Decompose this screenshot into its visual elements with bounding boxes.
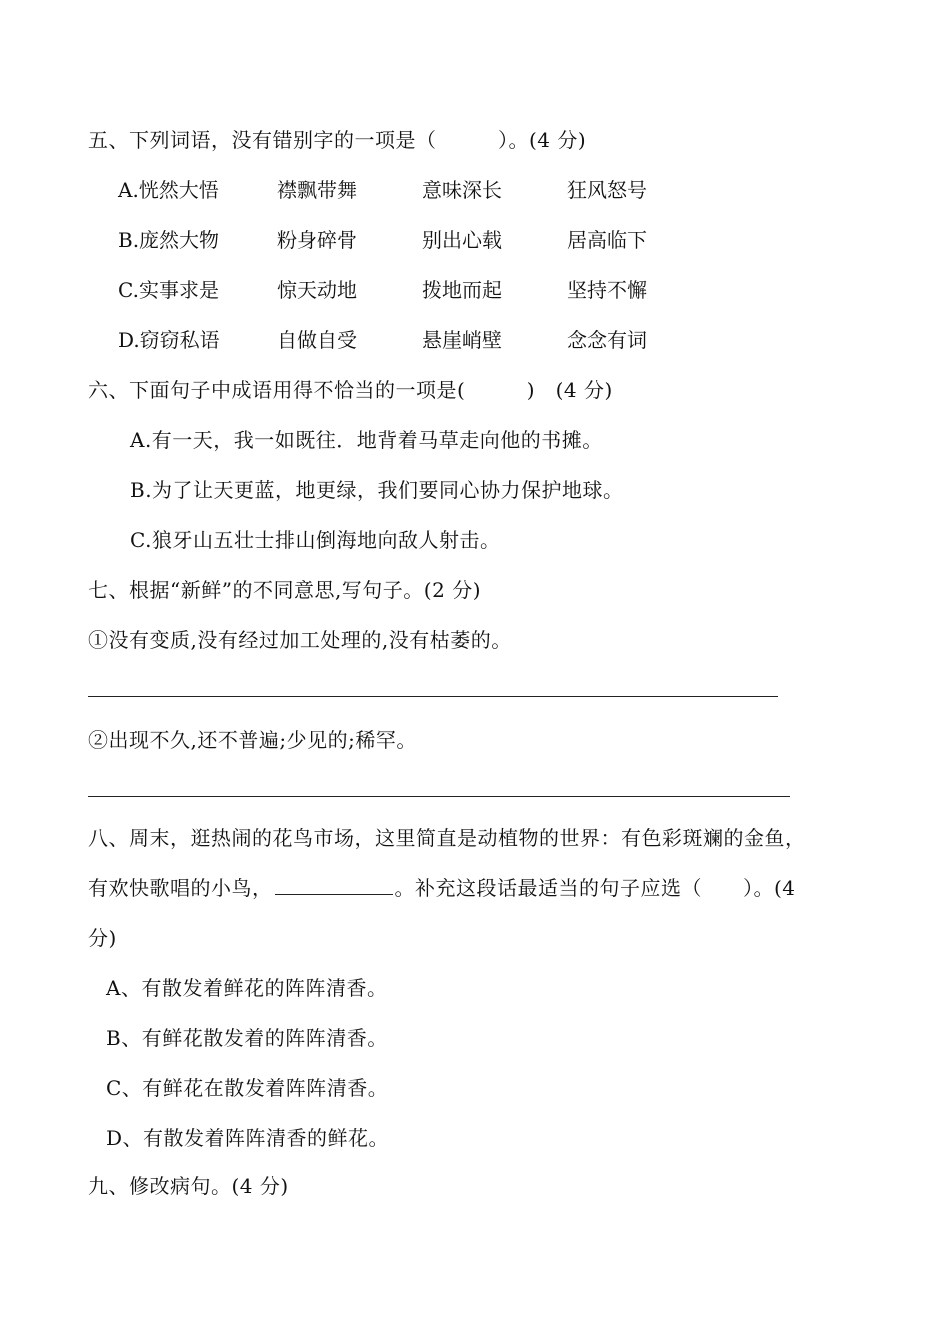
q5-c-word-1: C.实事求是 (118, 278, 219, 302)
q7-item-2: ②出现不久,还不普遍;少见的;稀罕。 (88, 728, 417, 752)
q5-b-word-3: 别出心载 (422, 228, 502, 252)
q8-fill-blank[interactable] (275, 874, 393, 895)
q5-a-word-3: 意味深长 (422, 178, 502, 202)
q8-option-d: D、有散发着阵阵清香的鲜花。 (106, 1126, 390, 1150)
q6-title: 六、下面句子中成语用得不恰当的一项是( ) (4 分) (88, 378, 613, 402)
q5-b-word-4: 居高临下 (567, 228, 647, 252)
q5-d-word-1: D.窃窃私语 (118, 328, 220, 352)
q5-d-word-3: 悬崖峭壁 (422, 328, 502, 352)
q5-d-word-4: 念念有词 (567, 328, 647, 352)
q8-line-1: 八、周末，逛热闹的花鸟市场，这里简直是动植物的世界：有色彩斑斓的金鱼， (88, 826, 806, 850)
q5-b-word-2: 粉身碎骨 (277, 228, 357, 252)
q5-a-word-1: A.恍然大悟 (118, 178, 219, 202)
q7-answer-line-1[interactable] (88, 696, 778, 697)
q6-option-c: C.狼牙山五壮士排山倒海地向敌人射击。 (130, 528, 501, 552)
q7-answer-line-2[interactable] (88, 796, 790, 797)
q5-b-word-1: B.庞然大物 (118, 228, 220, 252)
q7-item-1: ①没有变质,没有经过加工处理的,没有枯萎的。 (88, 628, 512, 652)
q5-a-word-4: 狂风怒号 (567, 178, 647, 202)
q5-c-word-2: 惊天动地 (277, 278, 357, 302)
q6-option-b: B.为了让天更蓝，地更绿，我们要同心协力保护地球。 (130, 478, 624, 502)
q8-option-c: C、有鲜花在散发着阵阵清香。 (106, 1076, 389, 1100)
q7-title: 七、根据“新鲜”的不同意思,写句子。(2 分) (88, 578, 481, 602)
q5-d-word-2: 自做自受 (277, 328, 357, 352)
q8-line-2-before: 有欢快歌唱的小鸟， (88, 876, 273, 900)
q5-a-word-2: 襟飘带舞 (277, 178, 357, 202)
q8-option-a: A、有散发着鲜花的阵阵清香。 (106, 976, 388, 1000)
q9-title: 九、修改病句。(4 分) (88, 1174, 289, 1198)
q6-option-a: A.有一天，我一如既往．地背着马草走向他的书摊。 (130, 428, 603, 452)
q5-title: 五、下列词语，没有错别字的一项是（ ）。(4 分) (88, 128, 587, 152)
q8-line-2 (88, 874, 796, 902)
q8-line-2-after: 。补充这段话最适当的句子应选（ ）。(4 (394, 876, 796, 900)
q5-c-word-3: 拨地而起 (422, 278, 502, 302)
q5-c-word-4: 坚持不懈 (567, 278, 647, 302)
q8-line-3: 分) (88, 926, 117, 950)
q8-option-b: B、有鲜花散发着的阵阵清香。 (106, 1026, 388, 1050)
